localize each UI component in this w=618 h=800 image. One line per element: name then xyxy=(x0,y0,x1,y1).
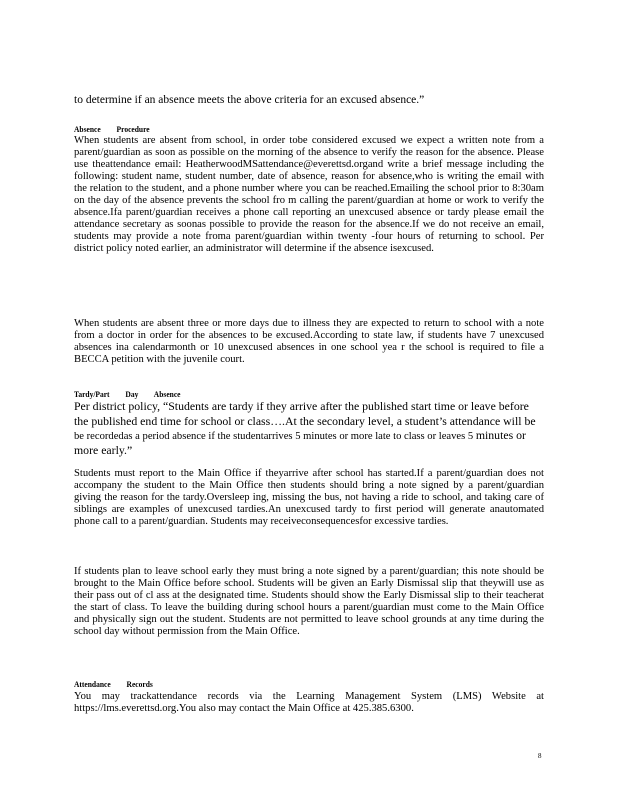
tardy-policy-text-c: minutes or more early.” xyxy=(74,428,526,457)
attendance-records-heading: Attendance Records xyxy=(74,679,153,690)
tardy-policy-text-a: Per district policy, “Students are tardy if they arrive after the published start time or leave before the published end time for school or class….At the secondary level, a student’s attendance will be xyxy=(74,399,536,428)
attendance-records-paragraph: You may trackattendance records via the Learning Management System (LMS) Website at https://lms.everettsd.org.You also may contact the Main Office at 425.385.6300. xyxy=(74,691,544,714)
intro-line: to determine if an absence meets the above criteria for an excused absence.” xyxy=(74,94,425,106)
tardy-policy-text-b: be recordedas a period absence if the studentarrives 5 minutes or more late to class or leaves 5 xyxy=(74,431,476,442)
page-number: 8 xyxy=(538,752,542,760)
absence-procedure-heading: Absence Procedure xyxy=(74,124,150,135)
absence-procedure-paragraph: When students are absent from school, in order tobe considered excused we expect a written note from a parent/guardian as soon as possible on the morning of the absence to verify the reason for the absence. Please use theattendance email: HeatherwoodMSattendance@everettsd.organd write a brief message including the following: student name, student number, date of absence, reason for absence,who is writing the email with the relation to the student, and a phone number where you can be reached.Emailing the school prior to 8:30am on the day of the absence prevents the school fro m calling the parent/guardian at home or work to verify the absence.Ifa parent/guardian receives a phone call reporting an unexcused absence or tardy please email the attendance secretary as soonas possible to provide the reason for the absence.If we do not receive an email, students may provide a note froma parent/guardian within twenty -four hours of returning to school. Per district policy noted earlier, an administrator will determine if the absence isexcused. xyxy=(74,135,544,254)
tardy-heading: Tardy/Part Day Absence xyxy=(74,389,181,400)
doctor-note-paragraph: When students are absent three or more days due to illness they are expected to return to school with a note from a doctor in order for the absences to be excused.According to state law, if students have 7 unexcused absences ina calendarmonth or 10 unexcused absences in one school yea r the school is required to file a BECCA petition with the juvenile court. xyxy=(74,318,544,365)
tardy-report-paragraph: Students must report to the Main Office if theyarrive after school has started.If a parent/guardian does not accompany the student to the Main Office then students should bring a note signed by a parent/guardian giving the reason for the tardy.Oversleep ing, missing the bus, not having a ride to school, and taking care of siblings are examples of unexcused tardies.An unexcused tardy to first period will generate anautomated phone call to a parent/guardian. Students may receiveconsequencesfor excessive tardies. xyxy=(74,468,544,527)
tardy-policy-paragraph xyxy=(74,400,544,458)
early-dismissal-paragraph: If students plan to leave school early they must bring a note signed by a parent/guardian; this note should be brought to the Main Office before school. Students will be given an Early Dismissal slip that theywill use as their pass out of cl ass at the designated time. Students should show the Early Dismissal slip to their teacherat the start of class. To leave the building during school hours a parent/guardian must come to the Main Office and physically sign out the student. Students are not permitted to leave school grounds at any time during the school day without permission from the Main Office. xyxy=(74,566,544,637)
